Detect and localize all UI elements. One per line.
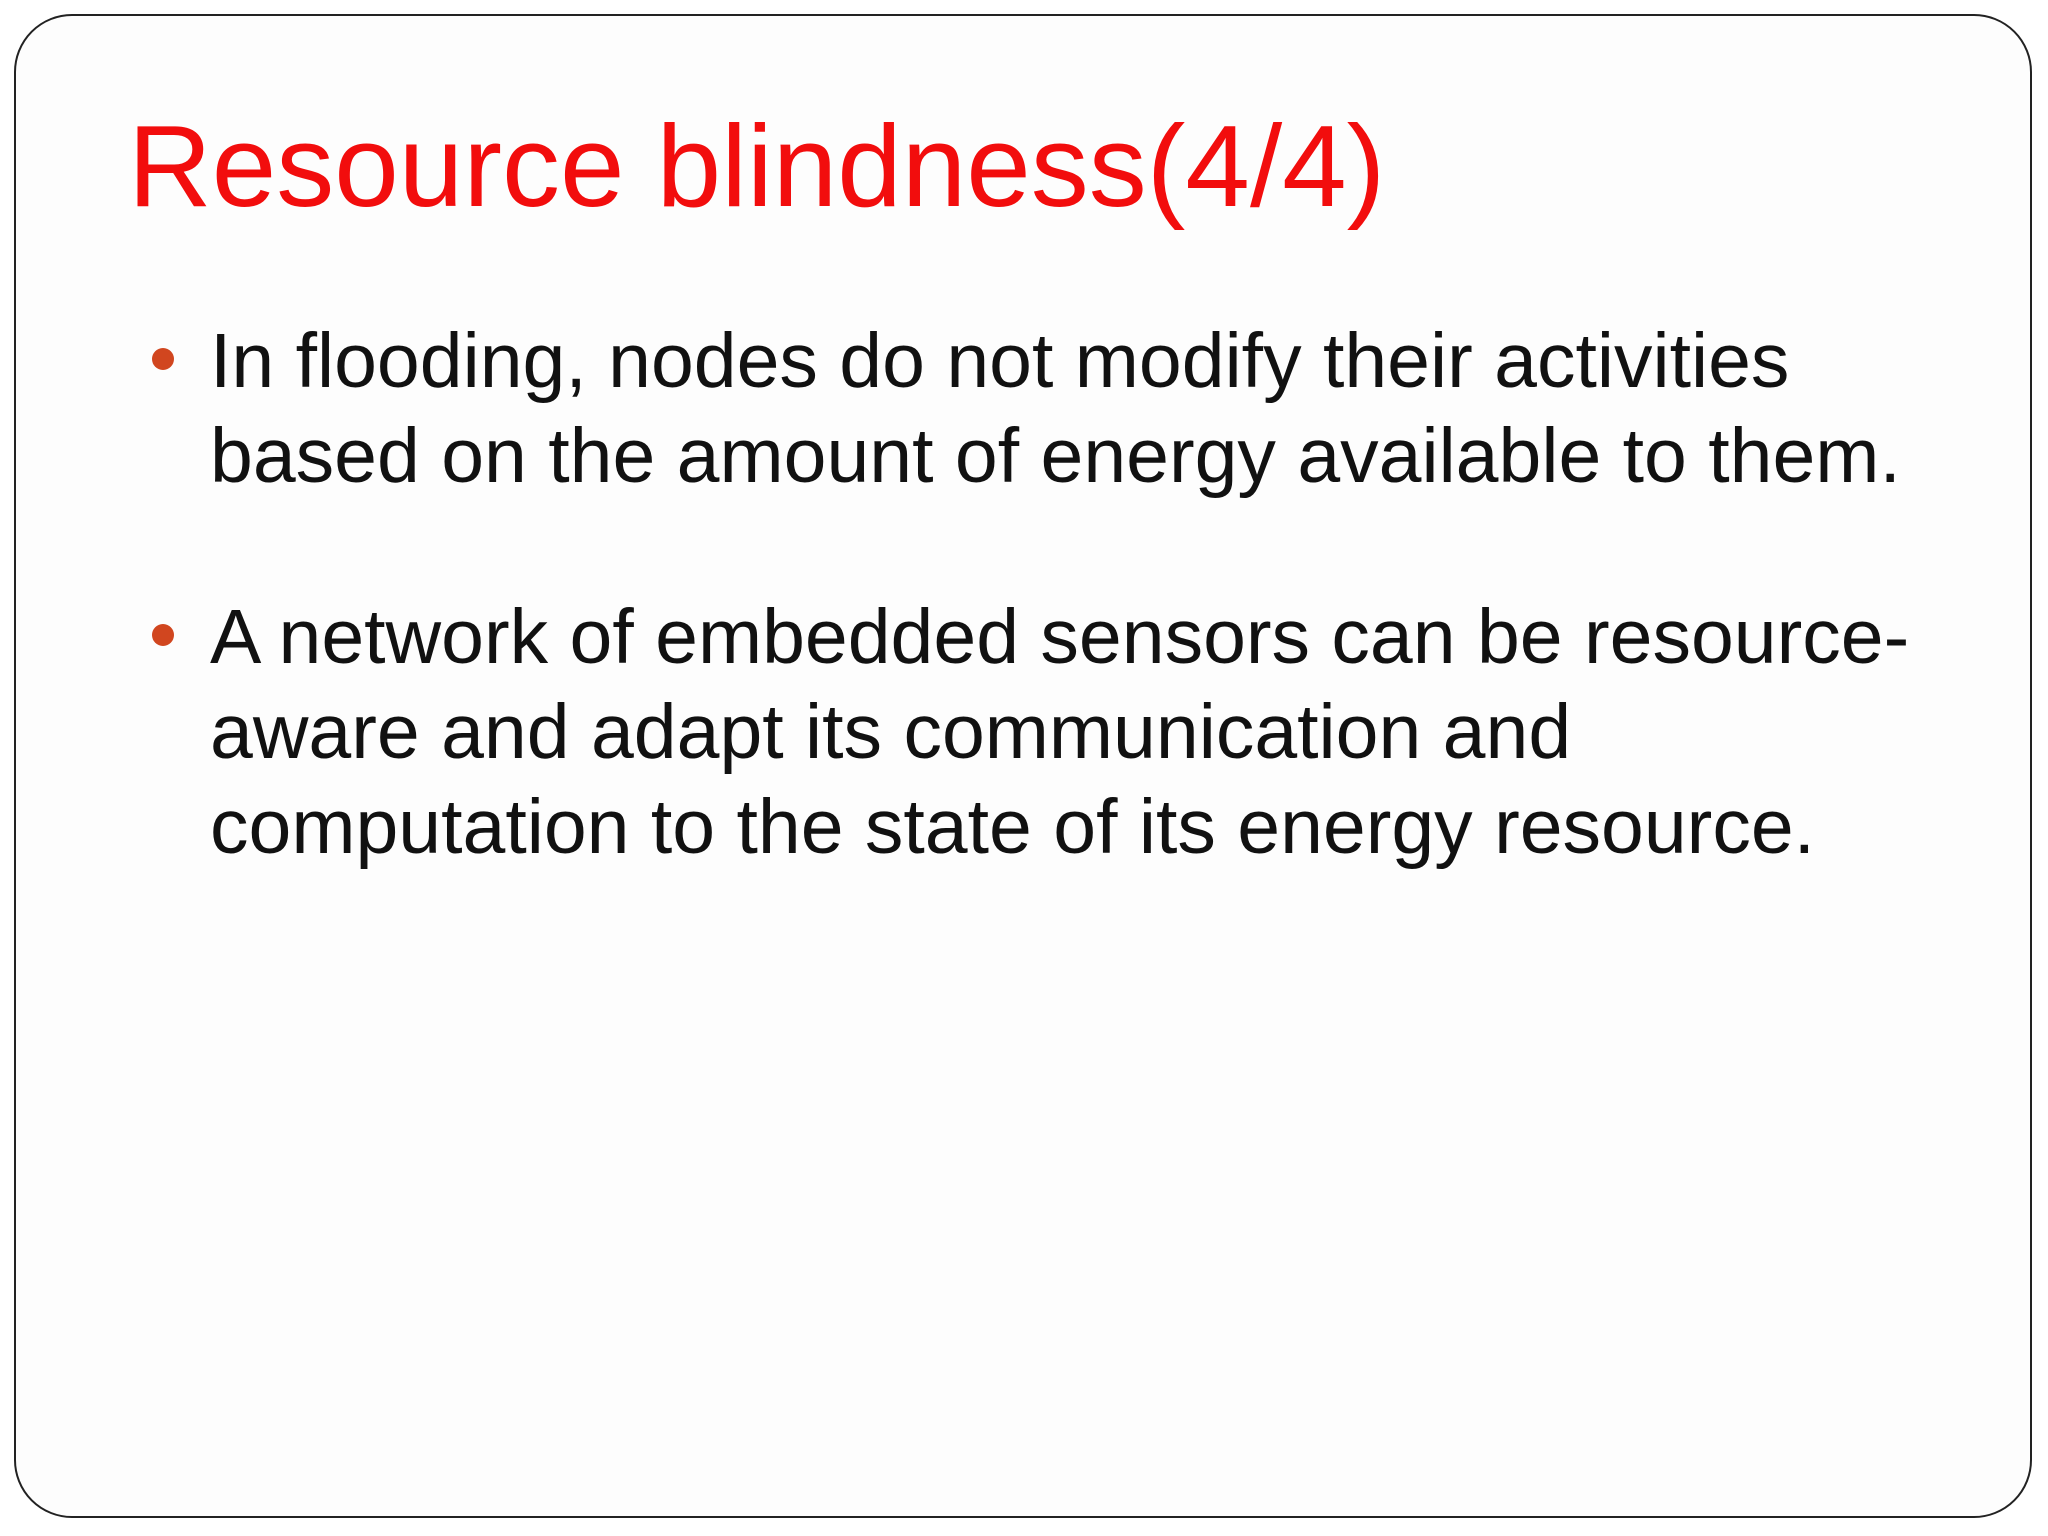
bullet-list xyxy=(152,314,1992,961)
bullet-dot-icon xyxy=(152,624,174,646)
bullet-text: A network of embedded sensors can be resource-aware and adapt its communication and computation to the state of its energy resource. xyxy=(210,594,1910,870)
bullet-dot-icon xyxy=(152,348,174,370)
slide-title: Resource blindness(4/4) xyxy=(128,101,1386,231)
bullet-item xyxy=(152,590,1992,875)
bullet-item xyxy=(152,314,1992,504)
bullet-text: In flooding, nodes do not modify their activities based on the amount of energy available to them. xyxy=(210,318,1901,499)
slide xyxy=(14,14,2032,1518)
